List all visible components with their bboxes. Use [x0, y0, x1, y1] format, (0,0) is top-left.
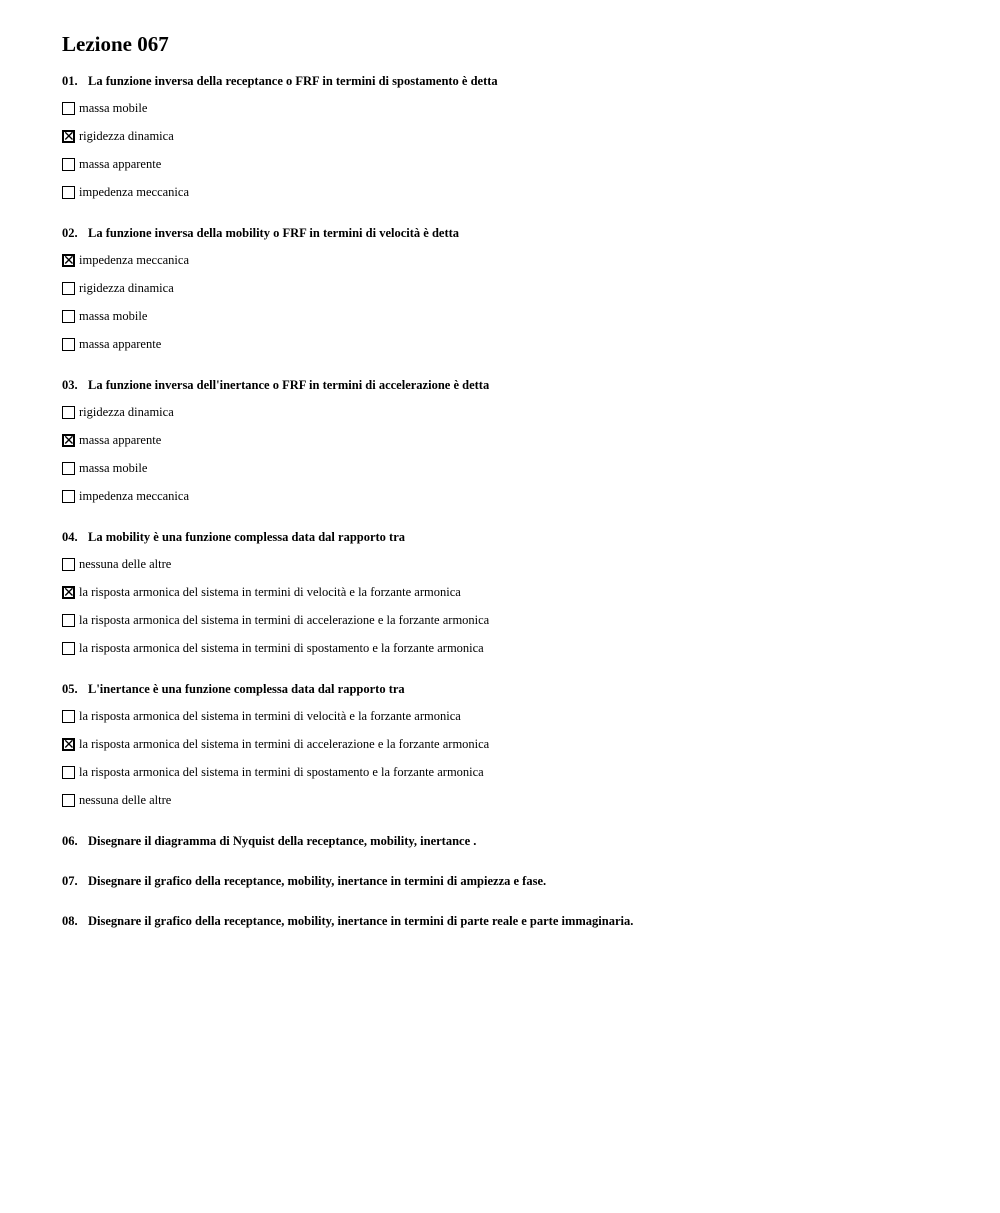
- question-prompt: Disegnare il grafico della receptance, mobility, inertance in termini di parte reale e parte immaginaria.: [88, 914, 634, 928]
- answer-option[interactable]: [62, 122, 962, 150]
- question-prompt: L'inertance è una funzione complessa data dal rapporto tra: [88, 682, 405, 696]
- question-number: 08.: [62, 914, 78, 928]
- x-mark-icon: ✕: [63, 584, 75, 601]
- option-list: [62, 94, 962, 206]
- option-label: massa apparente: [79, 336, 162, 351]
- question-text: [62, 681, 962, 697]
- answer-option[interactable]: [62, 578, 962, 606]
- checkbox[interactable]: [62, 102, 75, 115]
- question-number: 06.: [62, 834, 78, 848]
- question-text: [62, 529, 962, 545]
- answer-option[interactable]: [62, 634, 962, 662]
- checkbox[interactable]: [62, 406, 75, 419]
- checkbox[interactable]: [62, 614, 75, 627]
- option-label: rigidezza dinamica: [79, 404, 174, 419]
- option-label: massa mobile: [79, 460, 148, 475]
- answer-option[interactable]: [62, 482, 962, 510]
- option-label: massa mobile: [79, 308, 148, 323]
- option-label: la risposta armonica del sistema in termini di spostamento e la forzante armonica: [79, 764, 484, 779]
- x-mark-icon: ✕: [63, 252, 75, 269]
- question-text: [62, 833, 962, 849]
- checkbox[interactable]: [62, 642, 75, 655]
- option-list: [62, 702, 962, 814]
- checkbox[interactable]: [62, 766, 75, 779]
- option-label: la risposta armonica del sistema in termini di velocità e la forzante armonica: [79, 584, 461, 599]
- question-text: [62, 73, 962, 89]
- option-label: la risposta armonica del sistema in termini di accelerazione e la forzante armonica: [79, 736, 490, 751]
- question-text: [62, 913, 962, 929]
- answer-option[interactable]: [62, 758, 962, 786]
- x-mark-icon: ✕: [63, 736, 75, 753]
- answer-option[interactable]: [62, 150, 962, 178]
- answer-option[interactable]: [62, 302, 962, 330]
- question-1: [62, 73, 962, 206]
- option-label: la risposta armonica del sistema in termini di spostamento e la forzante armonica: [79, 640, 484, 655]
- question-4: [62, 529, 962, 662]
- question-2: [62, 225, 962, 358]
- checkbox[interactable]: [62, 282, 75, 295]
- answer-option[interactable]: [62, 398, 962, 426]
- checked-checkbox[interactable]: [62, 586, 75, 599]
- question-6: [62, 833, 962, 849]
- x-mark-icon: ✕: [63, 432, 75, 449]
- checkbox[interactable]: [62, 490, 75, 503]
- checked-checkbox[interactable]: [62, 738, 75, 751]
- question-number: 04.: [62, 530, 78, 544]
- x-mark-icon: ✕: [63, 128, 75, 145]
- question-8: [62, 913, 962, 929]
- question-prompt: Disegnare il grafico della receptance, mobility, inertance in termini di ampiezza e fase.: [88, 874, 547, 888]
- question-prompt: La funzione inversa della mobility o FRF in termini di velocità è detta: [88, 226, 460, 240]
- question-5: [62, 681, 962, 814]
- checked-checkbox[interactable]: [62, 254, 75, 267]
- question-3: [62, 377, 962, 510]
- answer-option[interactable]: [62, 606, 962, 634]
- option-label: la risposta armonica del sistema in termini di accelerazione e la forzante armonica: [79, 612, 490, 627]
- answer-option[interactable]: [62, 426, 962, 454]
- option-label: massa apparente: [79, 156, 162, 171]
- option-label: massa mobile: [79, 100, 148, 115]
- question-text: [62, 225, 962, 241]
- option-label: impedenza meccanica: [79, 488, 189, 503]
- answer-option[interactable]: [62, 730, 962, 758]
- answer-option[interactable]: [62, 94, 962, 122]
- question-number: 01.: [62, 74, 78, 88]
- answer-option[interactable]: [62, 330, 962, 358]
- option-label: impedenza meccanica: [79, 184, 189, 199]
- checkbox[interactable]: [62, 310, 75, 323]
- checkbox[interactable]: [62, 158, 75, 171]
- question-prompt: La funzione inversa dell'inertance o FRF in termini di accelerazione è detta: [88, 378, 490, 392]
- question-prompt: La mobility è una funzione complessa data dal rapporto tra: [88, 530, 406, 544]
- answer-option[interactable]: [62, 178, 962, 206]
- question-number: 07.: [62, 874, 78, 888]
- checkbox[interactable]: [62, 186, 75, 199]
- checkbox[interactable]: [62, 338, 75, 351]
- question-text: [62, 377, 962, 393]
- question-number: 05.: [62, 682, 78, 696]
- option-label: rigidezza dinamica: [79, 280, 174, 295]
- checkbox[interactable]: [62, 462, 75, 475]
- option-label: massa apparente: [79, 432, 162, 447]
- option-label: impedenza meccanica: [79, 252, 189, 267]
- option-list: [62, 246, 962, 358]
- checkbox[interactable]: [62, 794, 75, 807]
- option-label: nessuna delle altre: [79, 792, 172, 807]
- answer-option[interactable]: [62, 454, 962, 482]
- option-label: nessuna delle altre: [79, 556, 172, 571]
- option-label: rigidezza dinamica: [79, 128, 174, 143]
- question-number: 02.: [62, 226, 78, 240]
- quiz-page: [62, 32, 962, 929]
- checkbox[interactable]: [62, 558, 75, 571]
- answer-option[interactable]: [62, 550, 962, 578]
- checked-checkbox[interactable]: [62, 434, 75, 447]
- option-list: [62, 550, 962, 662]
- option-list: [62, 398, 962, 510]
- question-prompt: Disegnare il diagramma di Nyquist della receptance, mobility, inertance .: [88, 834, 477, 848]
- answer-option[interactable]: [62, 702, 962, 730]
- question-prompt: La funzione inversa della receptance o FRF in termini di spostamento è detta: [88, 74, 498, 88]
- question-list: [62, 73, 962, 929]
- answer-option[interactable]: [62, 246, 962, 274]
- answer-option[interactable]: [62, 786, 962, 814]
- question-text: [62, 873, 962, 889]
- option-label: la risposta armonica del sistema in termini di velocità e la forzante armonica: [79, 708, 461, 723]
- checkbox[interactable]: [62, 710, 75, 723]
- question-7: [62, 873, 962, 889]
- answer-option[interactable]: [62, 274, 962, 302]
- checked-checkbox[interactable]: [62, 130, 75, 143]
- question-number: 03.: [62, 378, 78, 392]
- page-title: Lezione 067: [62, 32, 169, 56]
